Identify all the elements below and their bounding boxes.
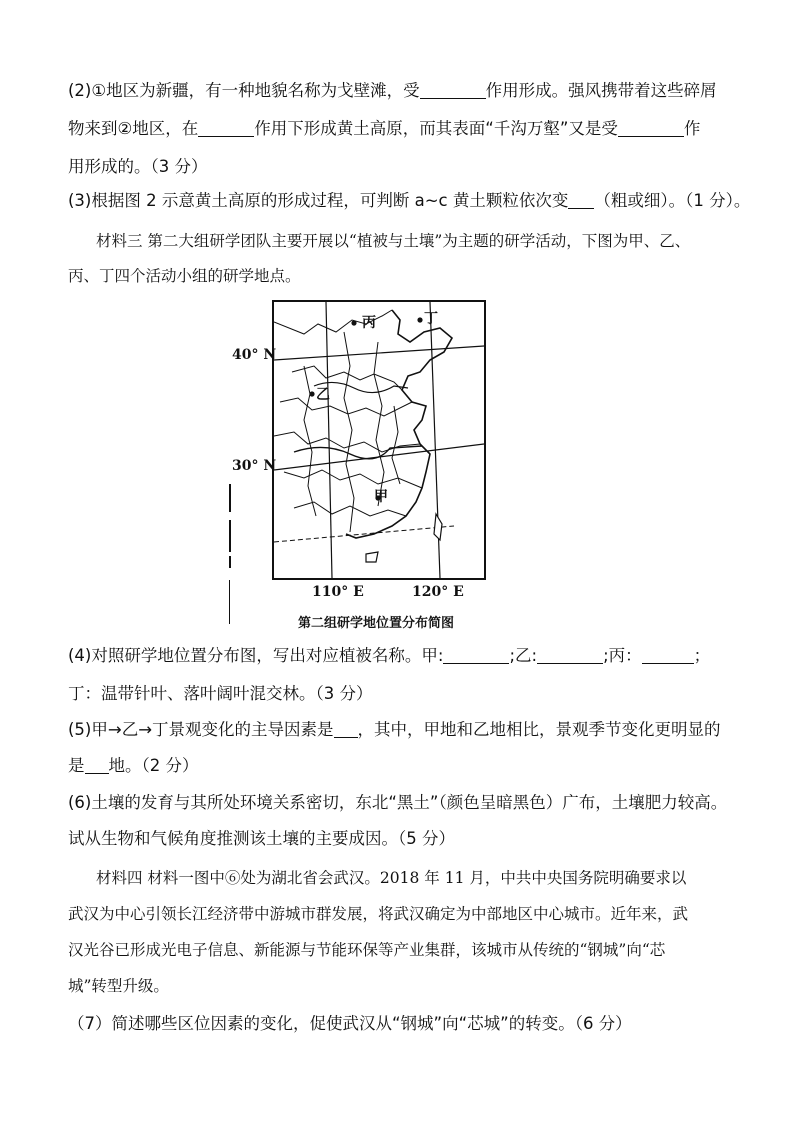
border-line: [374, 342, 384, 506]
answer-blank[interactable]: [420, 82, 486, 99]
lon-120-label: 120° E: [412, 584, 464, 600]
material4-line-2: 武汉为中心引领长江经济带中游城市群发展，将武汉确定为中部地区中心城市。近年来，武: [68, 905, 689, 923]
material4-line-1: 材料四 材料一图中⑥处为湖北省会武汉。2018 年 11 月，中共中央国务院明确要求以: [96, 869, 687, 887]
margin-mark: [229, 520, 231, 552]
q5-line-1: (5)甲→乙→丁景观变化的主导因素是 ，其中，甲地和乙地相比，景观季节变化更明显的: [68, 720, 721, 739]
site-jia-label: 甲: [374, 489, 388, 505]
border-line: [284, 470, 422, 488]
yangtze-river: [294, 446, 422, 459]
taiwan-island: [434, 514, 442, 540]
q6-line-2: 试从生物和气候角度推测该土壤的主要成因。（5 分）: [68, 829, 455, 848]
margin-mark: [229, 580, 230, 624]
answer-blank[interactable]: [618, 120, 684, 137]
answer-blank[interactable]: [85, 757, 109, 774]
material3-line-2: 丙、丁四个活动小组的研学地点。: [68, 267, 301, 285]
lat-40-label: 40° N: [232, 347, 277, 363]
answer-blank[interactable]: [443, 647, 509, 664]
site-bing-label: 丙: [362, 315, 376, 331]
site-ding-dot: [417, 317, 422, 322]
hainan-island: [366, 552, 378, 562]
answer-blank[interactable]: [642, 647, 694, 664]
material4-line-3: 汉光谷已形成光电子信息、新能源与节能环保等产业集群，该城市从传统的“钢城”向“芯: [68, 941, 666, 959]
material4-line-4: 城”转型升级。: [68, 977, 169, 995]
q4-line-1: (4)对照研学地位置分布图，写出对应植被名称。甲: ;乙: ;丙： ；: [68, 646, 711, 665]
site-ding-label: 丁: [424, 311, 438, 327]
q3-line: (3)根据图 2 示意黄土高原的形成过程，可判断 a~c 黄土颗粒依次变 （粗或细）。（1 分）。: [68, 191, 751, 210]
lat-30-label: 30° N: [232, 458, 277, 474]
q2-line-3: 用形成的。（3 分）: [68, 157, 208, 176]
map-caption: 第二组研学地位置分布简图: [298, 616, 455, 631]
coastline: [346, 310, 452, 538]
site-yi-label: 乙: [316, 387, 330, 403]
q7-line: （7）简述哪些区位因素的变化，促使武汉从“钢城”向“芯城”的转变。（6 分）: [68, 1014, 632, 1033]
lon-110-label: 110° E: [312, 584, 364, 600]
margin-mark: [229, 556, 231, 568]
lat-line-40: [274, 346, 484, 360]
site-bing-dot: [351, 320, 356, 325]
border-line: [344, 332, 354, 532]
site-yi-dot: [309, 391, 314, 396]
material3-line-1: 材料三 第二大组研学团队主要开展以“植被与土壤”为主题的研学活动，下图为甲、乙、: [96, 232, 691, 250]
border-line: [294, 502, 406, 516]
q2-line-1: (2)①地区为新疆，有一种地貌名称为戈壁滩，受 作用形成。强风携带着这些碎屑: [68, 81, 717, 100]
study-site-map: [272, 300, 486, 580]
q4-line-2: 丁：温带针叶、落叶阔叶混交林。（3 分）: [68, 684, 373, 703]
q2-line-2: 物来到②地区，在 作用下形成黄土高原，而其表面“千沟万壑”又是受 作: [68, 119, 701, 138]
map-graphic: [274, 302, 484, 578]
border-line: [274, 432, 420, 452]
border-line: [304, 366, 316, 516]
tropic-line: [274, 526, 454, 542]
answer-blank[interactable]: [568, 192, 594, 209]
margin-mark: [229, 484, 231, 512]
answer-blank[interactable]: [334, 721, 358, 738]
border-line: [392, 406, 400, 484]
answer-blank[interactable]: [537, 647, 603, 664]
q6-line-1: (6)土壤的发育与其所处环境关系密切，东北“黑土”（颜色呈暗黑色）广布，土壤肥力较高。: [68, 793, 728, 812]
answer-blank[interactable]: [198, 120, 254, 137]
q5-line-2: 是 地。（2 分）: [68, 756, 199, 775]
